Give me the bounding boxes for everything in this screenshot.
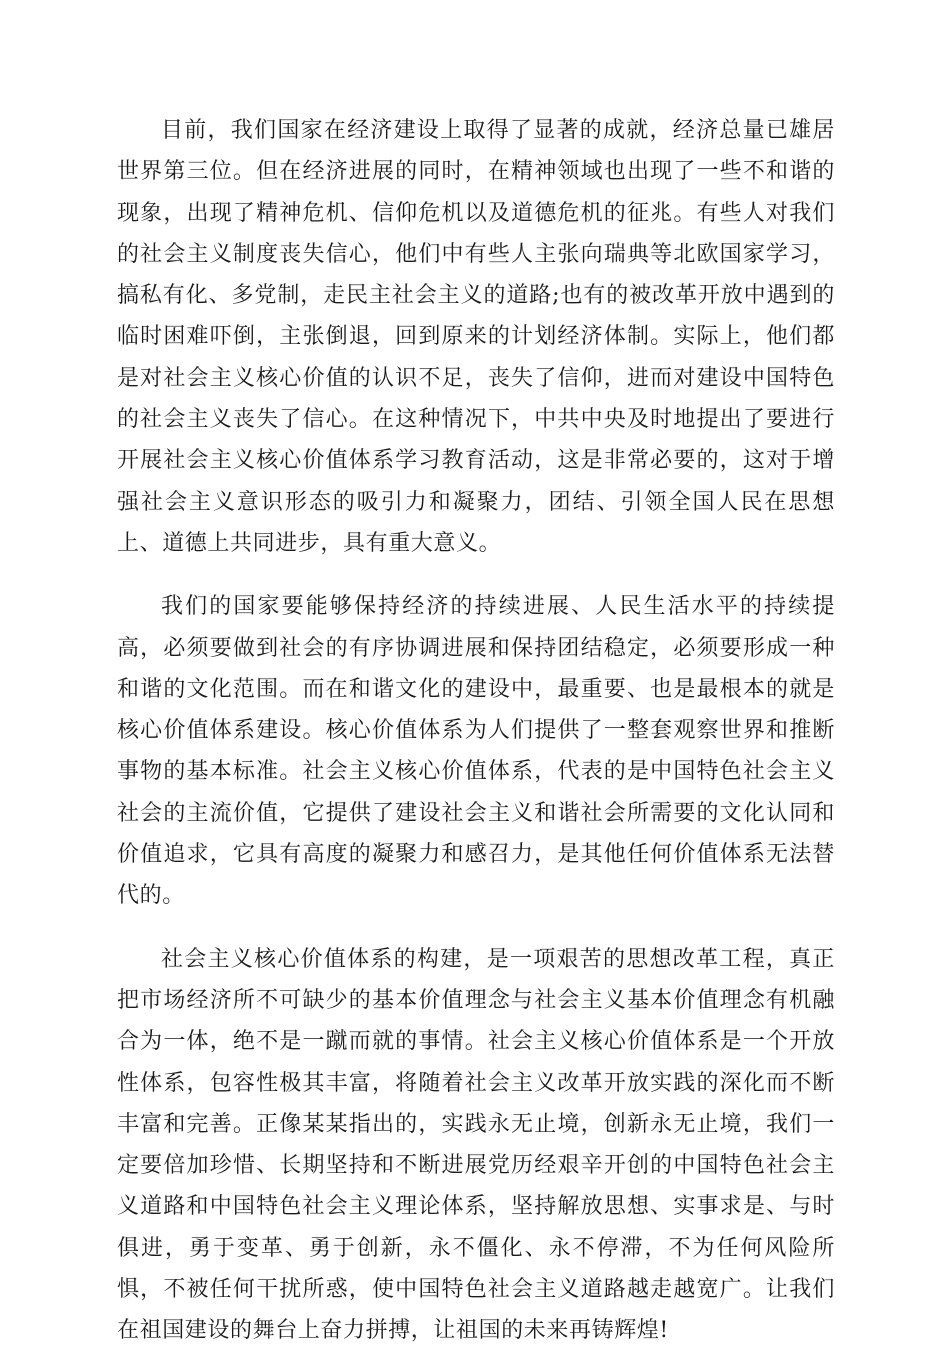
paragraph-1: 目前，我们国家在经济建设上取得了显著的成就，经济总量已雄居世界第三位。但在经济进展的同时，在精神领域也出现了一些不和谐的现象，出现了精神危机、信仰危机以及道德危机的征兆。有些人对我们的社会主义制度丧失信心，他们中有些人主张向瑞典等北欧国家学习，搞私有化、多党制，走民主社会主义的道路;也有的被改革开放中遇到的临时困难吓倒，主张倒退，回到原来的计划经济体制。实际上，他们都是对社会主义核心价值的认识不足，丧失了信仰，进而对建设中国特色的社会主义丧失了信心。在这种情况下，中共中央及时地提出了要进行开展社会主义核心价值体系学习教育活动，这是非常必要的，这对于增强社会主义意识形态的吸引力和凝聚力，团结、引领全国人民在思想上、道德上共同进步，具有重大意义。 xyxy=(117,118,835,556)
paragraph-3: 社会主义核心价值体系的构建，是一项艰苦的思想改革工程，真正把市场经济所不可缺少的基本价值理念与社会主义基本价值理念有机融合为一体，绝不是一蹴而就的事情。社会主义核心价值体系是一个开放性体系，包容性极其丰富，将随着社会主义改革开放实践的深化而不断丰富和完善。正像某某指出的，实践永无止境，创新永无止境，我们一定要倍加珍惜、长期坚持和不断进展党历经艰辛开创的中国特色社会主义道路和中国特色社会主义理论体系，坚持解放思想、实事求是、与时俱进，勇于变革、勇于创新，永不僵化、永不停滞，不为任何风险所惧，不被任何干扰所惑，使中国特色社会主义道路越走越宽广。让我们在祖国建设的舞台上奋力拼搏，让祖国的未来再铸辉煌! xyxy=(117,946,835,1344)
paragraph-2: 我们的国家要能够保持经济的持续进展、人民生活水平的持续提高，必须要做到社会的有序协调进展和保持团结稳定，必须要形成一种和谐的文化范围。而在和谐文化的建设中，最重要、也是最根本的就是核心价值体系建设。核心价值体系为人们提供了一整套观察世界和推断事物的基本标准。社会主义核心价值体系，代表的是中国特色社会主义社会的主流价值，它提供了建设社会主义和谐社会所需要的文化认同和价值追求，它具有高度的凝聚力和感召力，是其他任何价值体系无法替代的。 xyxy=(117,594,835,909)
document-body xyxy=(117,110,835,1352)
